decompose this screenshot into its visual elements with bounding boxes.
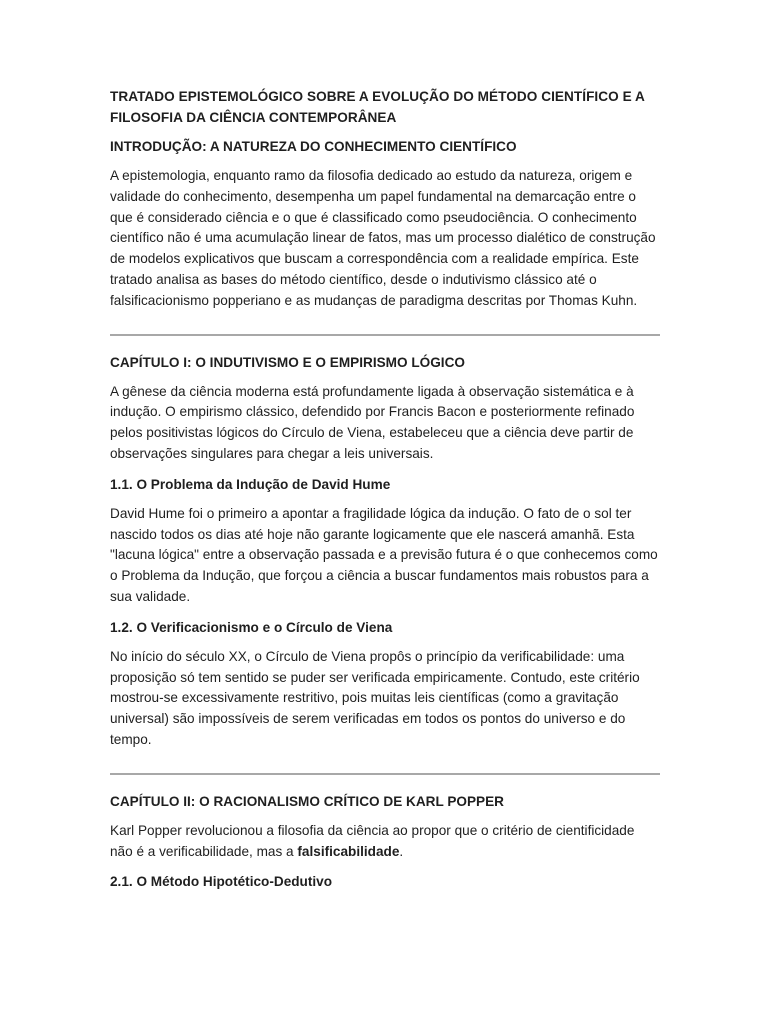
section-1-2-paragraph: No início do século XX, o Círculo de Viena propôs o princípio da verificabilidade: uma proposição só tem sentido se puder ser verificada empiricamente. Contudo, este critério mostrou-se excessivamente restritivo, pois muitas leis científicas (como a gravitação universal) são impossíveis de serem verificadas em todos os pontos do universo e do tempo. bbox=[110, 648, 640, 747]
intro-paragraph: A epistemologia, enquanto ramo da filosofia dedicado ao estudo da natureza, origem e validade do conhecimento, desempenha um papel fundamental na demarcação entre o que é considerado ciência e o que é classificado como pseudociência. O conhecimento científico não é uma acumulação linear de fatos, mas um processo dialético de construção de modelos explicativos que buscam a correspondência com a realidade empírica. Este tratado analisa as bases do método científico, desde o indutivismo clássico até o falsificacionismo popperiano e as mudanças de paradigma descritas por Thomas Kuhn. bbox=[110, 168, 656, 308]
chapter1-heading: CAPÍTULO I: O INDUTIVISMO E O EMPIRISMO LÓGICO bbox=[110, 354, 465, 370]
chapter2-heading: CAPÍTULO II: O RACIONALISMO CRÍTICO DE KARL POPPER bbox=[110, 793, 504, 809]
section-divider bbox=[110, 334, 660, 336]
intro-heading: INTRODUÇÃO: A NATUREZA DO CONHECIMENTO CIENTÍFICO bbox=[110, 139, 517, 154]
section-1-2-heading: 1.2. O Verificacionismo e o Círculo de Viena bbox=[110, 619, 393, 635]
chapter2-paragraph bbox=[110, 821, 660, 863]
section-1-1-heading: 1.1. O Problema da Indução de David Hume bbox=[110, 476, 391, 492]
section-1-1-paragraph: David Hume foi o primeiro a apontar a fragilidade lógica da indução. O fato de o sol ter nascido todos os dias até hoje não garante logicamente que ele nascerá amanhã. Esta "lacuna lógica" entre a observação passada e a previsão futura é o que conhecemos como o Problema da Indução, que forçou a ciência a buscar fundamentos mais robustos para a sua validade. bbox=[110, 505, 658, 604]
chapter2-paragraph-text: Karl Popper revolucionou a filosofia da ciência ao propor que o critério de cientificidade não é a verificabilidade, mas a bbox=[110, 822, 635, 859]
section-divider bbox=[110, 773, 660, 775]
document-title: TRATADO EPISTEMOLÓGICO SOBRE A EVOLUÇÃO DO MÉTODO CIENTÍFICO E A FILOSOFIA DA CIÊNCIA CONTEMPORÂNEA bbox=[110, 89, 645, 125]
section-2-1-heading: 2.1. O Método Hipotético-Dedutivo bbox=[110, 874, 333, 890]
chapter1-paragraph: A gênese da ciência moderna está profundamente ligada à observação sistemática e à indução. O empirismo clássico, defendido por Francis Bacon e posteriormente refinado pelos positivistas lógicos do Círculo de Viena, estabeleceu que a ciência deve partir de observações singulares para chegar a leis universais. bbox=[110, 383, 635, 461]
chapter2-paragraph-end: . bbox=[399, 843, 404, 859]
falsificabilidade-term: falsificabilidade bbox=[297, 843, 400, 859]
